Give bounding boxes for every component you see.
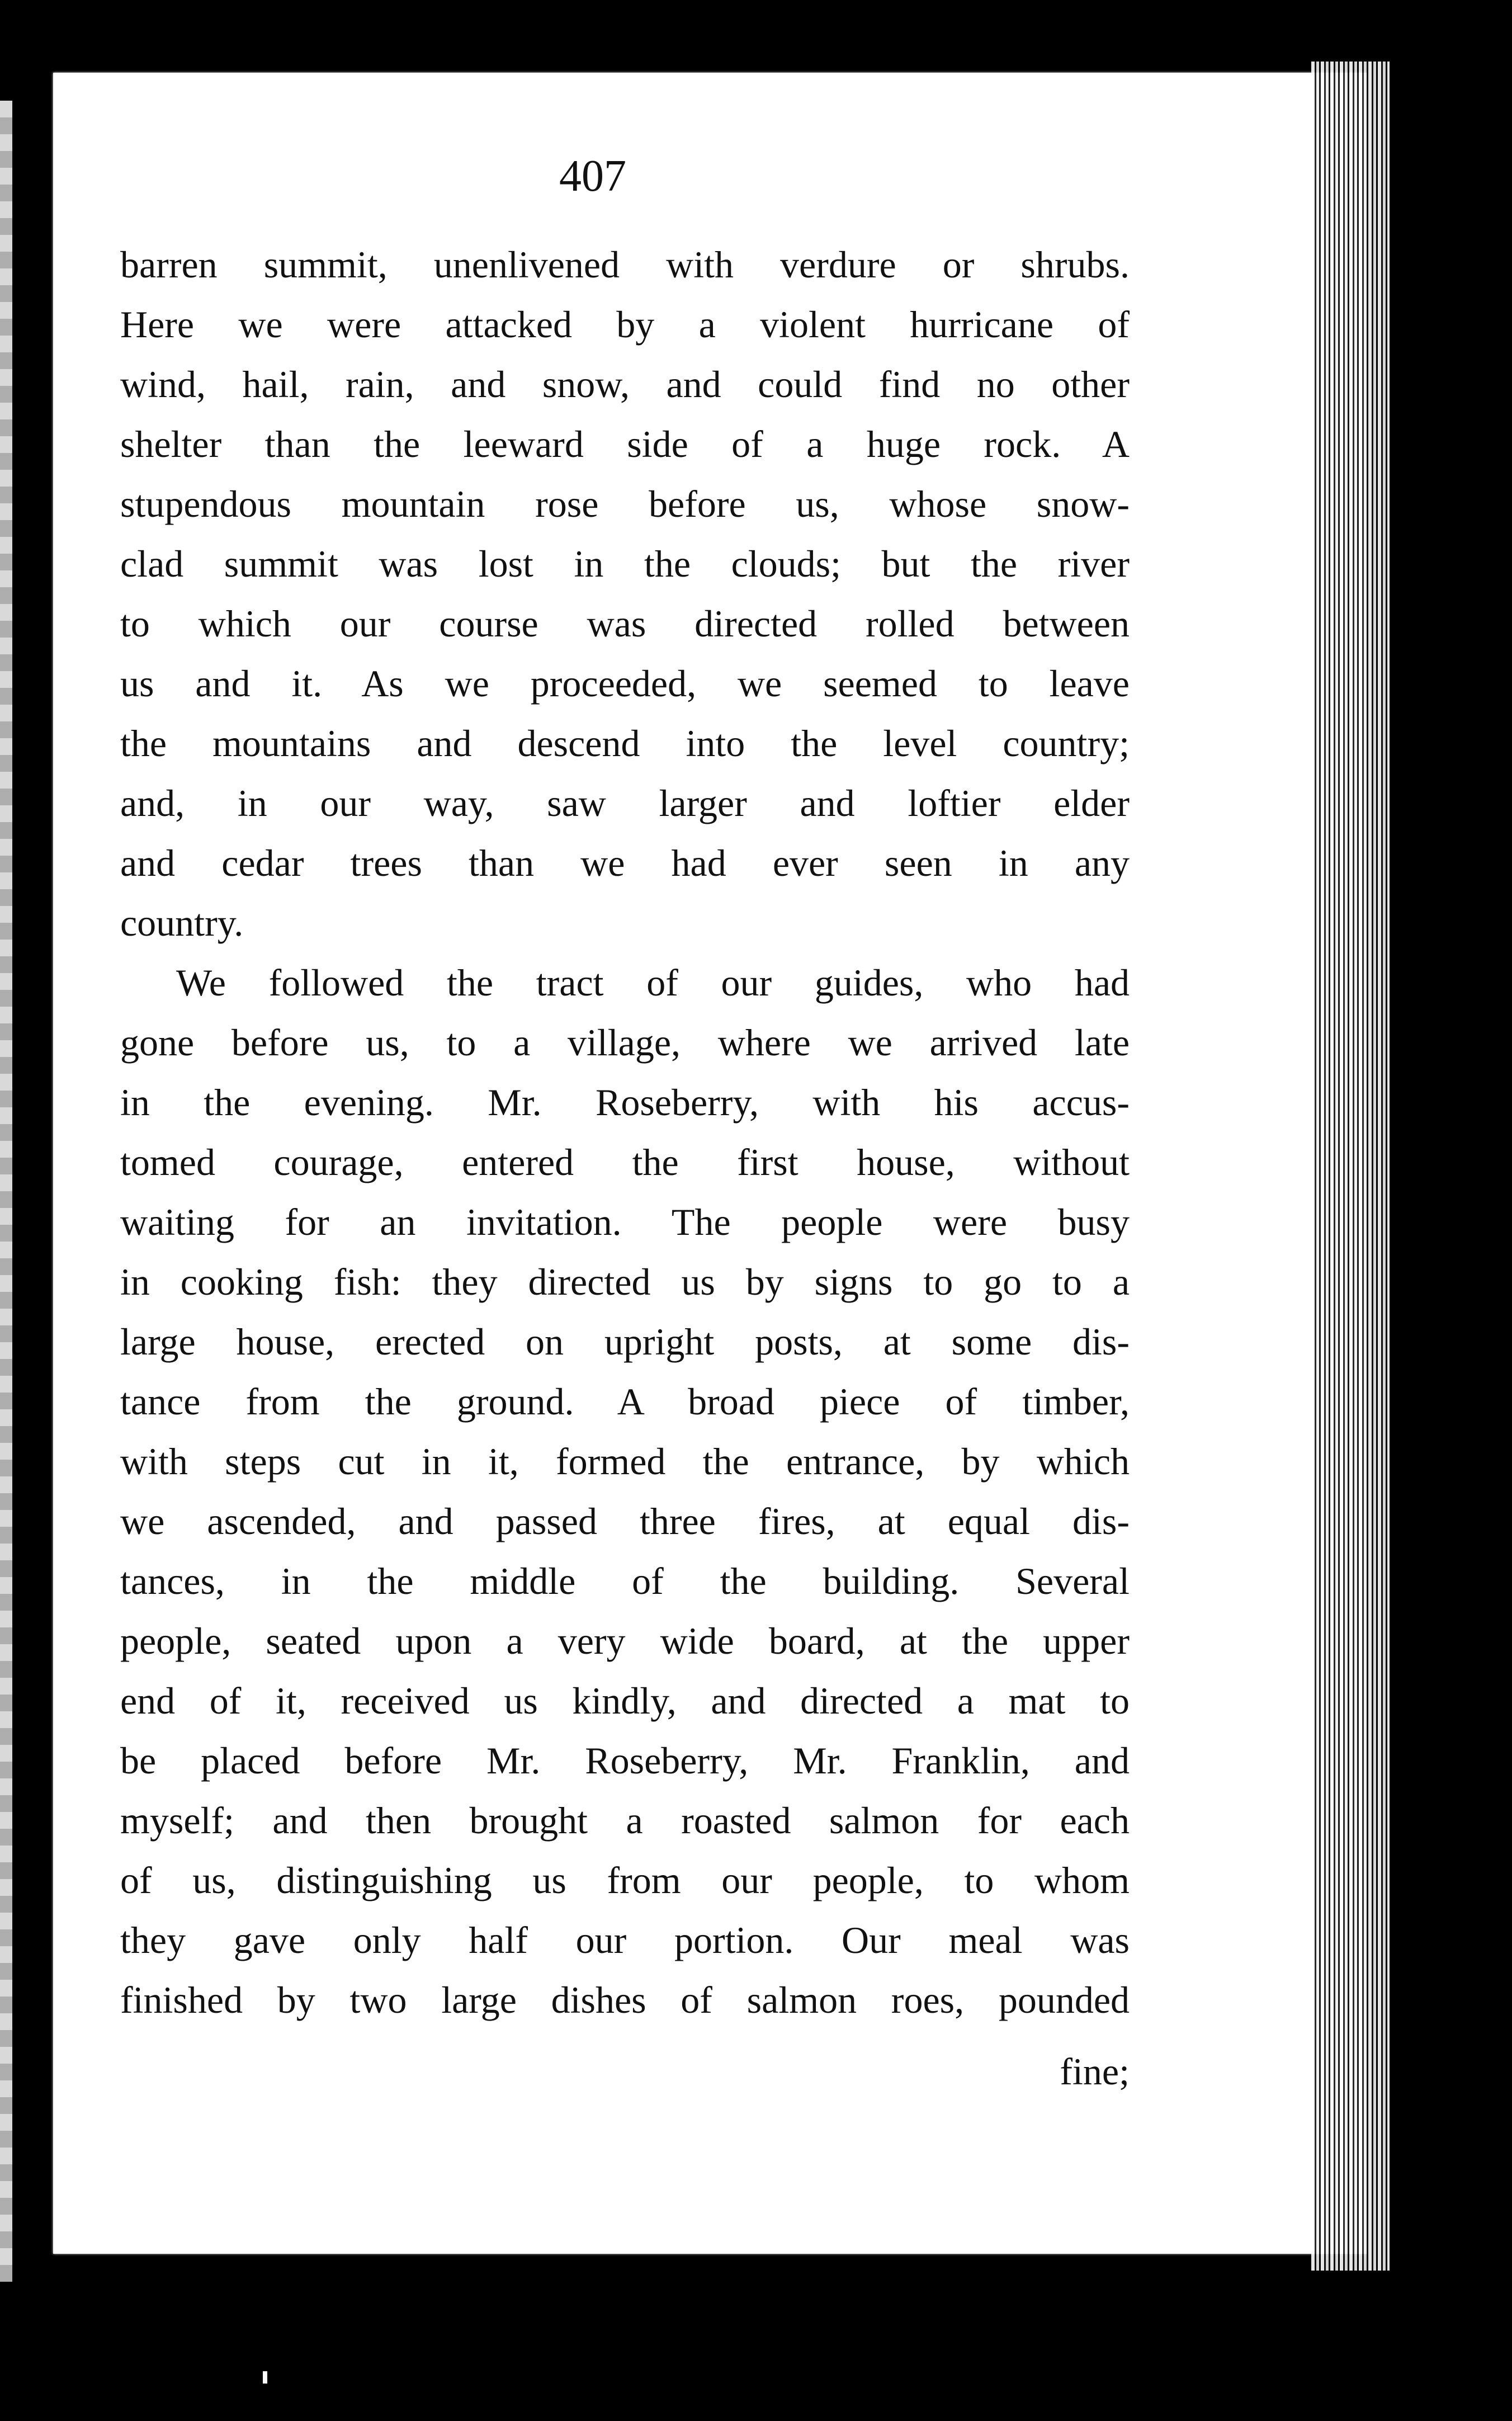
text-line-21: with steps cut in it, formed the entrance, by which: [120, 1440, 1130, 1483]
text-line-30: finished by two large dishes of salmon roes, pounded: [120, 1979, 1130, 2021]
text-line-18: in cooking fish: they directed us by signs to go to a: [120, 1261, 1130, 1303]
text-line-19: large house, erected on upright posts, at some dis-: [120, 1320, 1130, 1363]
text-line-20: tance from the ground. A broad piece of timber,: [120, 1380, 1130, 1423]
catchword: fine;: [1060, 2050, 1130, 2093]
page-number: 407: [559, 152, 626, 201]
text-line-26: be placed before Mr. Roseberry, Mr. Franklin, and: [120, 1739, 1130, 1782]
text-line-14: gone before us, to a village, where we arrived late: [120, 1021, 1130, 1064]
text-line-9: the mountains and descend into the level country;: [120, 722, 1130, 764]
text-line-7: to which our course was directed rolled between: [120, 602, 1130, 645]
text-line-22: we ascended, and passed three fires, at equal dis-: [120, 1500, 1130, 1542]
text-line-12: country.: [120, 902, 244, 944]
text-line-4: shelter than the leeward side of a huge rock. A: [120, 423, 1130, 465]
text-line-10: and, in our way, saw larger and loftier elder: [120, 782, 1130, 824]
page-body: [120, 235, 1130, 2030]
text-line-27: myself; and then brought a roasted salmon for each: [120, 1799, 1130, 1842]
text-line-8: us and it. As we proceeded, we seemed to leave: [120, 662, 1130, 705]
left-page-edge: [0, 101, 12, 2282]
text-line-15: in the evening. Mr. Roseberry, with his accus-: [120, 1081, 1130, 1124]
text-line-25: end of it, received us kindly, and directed a mat to: [120, 1679, 1130, 1722]
text-line-24: people, seated upon a very wide board, at the upper: [120, 1620, 1130, 1662]
text-line-29: they gave only half our portion. Our meal was: [120, 1919, 1130, 1961]
text-line-13: We followed the tract of our guides, who had: [176, 961, 1130, 1004]
text-line-28: of us, distinguishing us from our people, to whom: [120, 1859, 1130, 1901]
scan-speck: [928, 103, 951, 107]
text-line-3: wind, hail, rain, and snow, and could find no other: [120, 363, 1130, 405]
text-line-5: stupendous mountain rose before us, whose snow-: [120, 483, 1130, 525]
text-line-23: tances, in the middle of the building. Several: [120, 1560, 1130, 1602]
right-page-edge: [1311, 62, 1390, 2271]
scan-speck: [263, 2371, 267, 2384]
text-line-17: waiting for an invitation. The people were busy: [120, 1201, 1130, 1243]
text-line-1: barren summit, unenlivened with verdure or shrubs.: [120, 243, 1130, 286]
text-line-11: and cedar trees than we had ever seen in any: [120, 842, 1130, 884]
text-line-16: tomed courage, entered the first house, without: [120, 1141, 1130, 1183]
text-line-6: clad summit was lost in the clouds; but the river: [120, 542, 1130, 585]
text-line-2: Here we were attacked by a violent hurricane of: [120, 303, 1130, 346]
